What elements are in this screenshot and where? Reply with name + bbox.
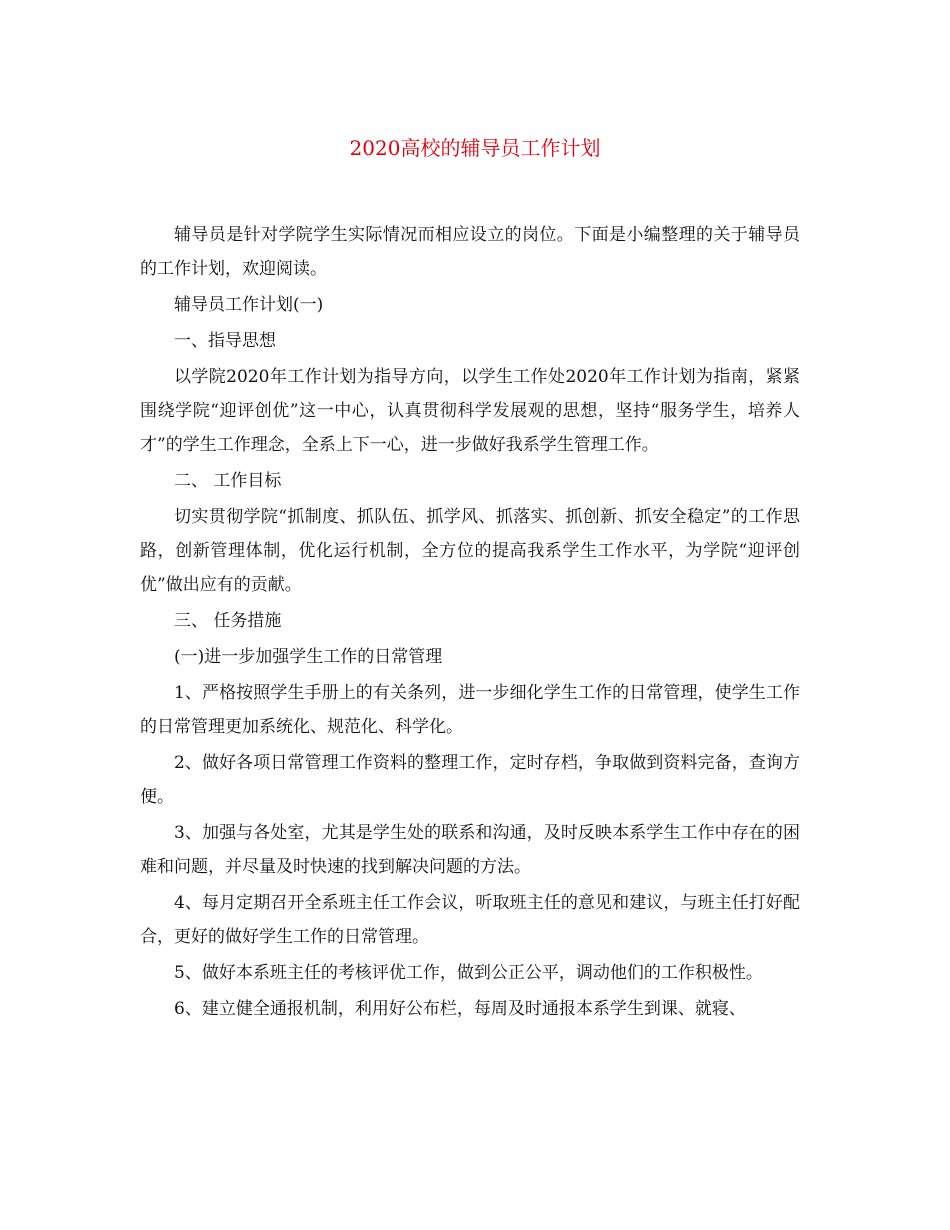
list-item-1: 1、严格按照学生手册上的有关条列，进一步细化学生工作的日常管理，使学生工作的日常管理更加系统化、规范化、科学化。	[140, 683, 800, 737]
list-item-4: 4、每月定期召开全系班主任工作会议，听取班主任的意见和建议，与班主任打好配合，更好的做好学生工作的日常管理。	[140, 893, 800, 947]
list-item-2: 2、做好各项日常管理工作资料的整理工作，定时存档，争取做到资料完备，查询方便。	[140, 753, 800, 807]
heading-task-measures: 三、 任务措施	[174, 611, 282, 631]
heading-guiding-ideology: 一、指导思想	[174, 331, 276, 351]
paragraph-guiding-ideology: 以学院2020年工作计划为指导方向，以学生工作处2020年工作计划为指南，紧紧围绕学院“迎评创优”这一中心，认真贯彻科学发展观的思想，坚持“服务学生，培养人才”的学生工作理念，全系上下一心，进一步做好我系学生管理工作。	[140, 367, 800, 455]
list-item-3: 3、加强与各处室，尤其是学生处的联系和沟通，及时反映本系学生工作中存在的困难和问题，并尽量及时快速的找到解决问题的方法。	[140, 823, 800, 877]
heading-work-goals: 二、 工作目标	[174, 471, 282, 491]
document-body	[140, 218, 800, 1028]
list-item-6: 6、建立健全通报机制，利用好公布栏，每周及时通报本系学生到课、就寝、	[174, 999, 746, 1019]
paragraph-intro: 辅导员是针对学院学生实际情况而相应设立的岗位。下面是小编整理的关于辅导员的工作计划，欢迎阅读。	[140, 225, 800, 279]
paragraph-work-goals: 切实贯彻学院“抓制度、抓队伍、抓学风、抓落实、抓创新、抓安全稳定”的工作思路，创新管理体制，优化运行机制，全方位的提高我系学生工作水平，为学院“迎评创优”做出应有的贡献。	[140, 507, 800, 595]
document-title: 2020高校的辅导员工作计划	[349, 136, 601, 160]
subheading-daily-management: (一)进一步加强学生工作的日常管理	[174, 647, 443, 667]
section-heading-plan-one: 辅导员工作计划(一)	[174, 295, 324, 315]
list-item-5: 5、做好本系班主任的考核评优工作，做到公正公平，调动他们的工作积极性。	[174, 963, 763, 983]
